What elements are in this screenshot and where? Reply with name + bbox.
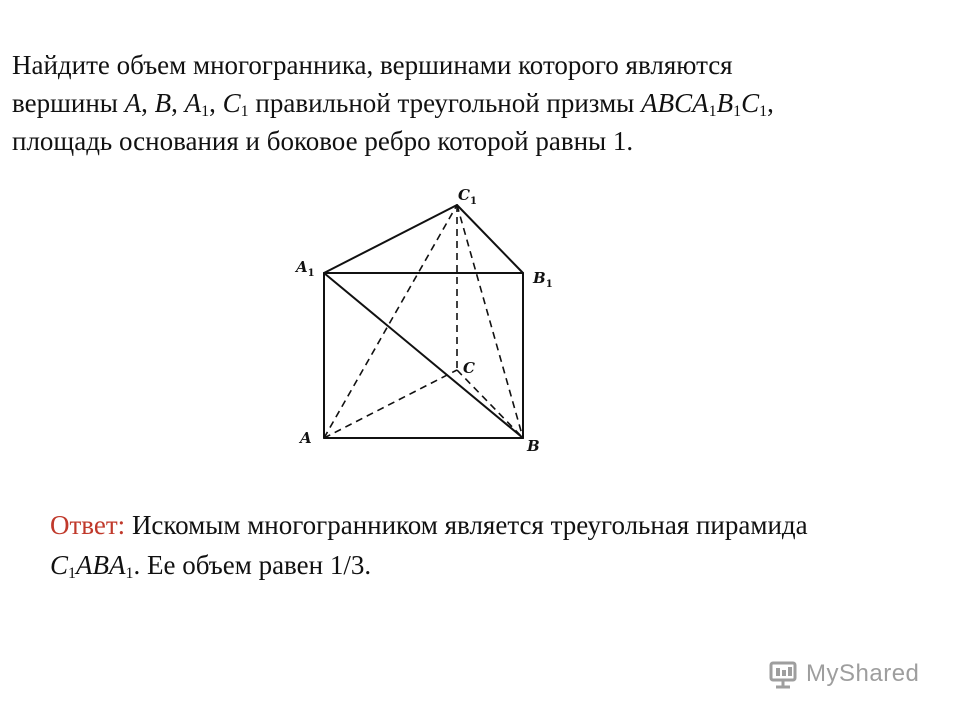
problem-line-1: Найдите объем многогранника, вершинами которого являются xyxy=(12,50,733,80)
subscript: 1 xyxy=(201,103,210,120)
subscript: 1 xyxy=(240,103,249,120)
label-c: C xyxy=(463,359,475,377)
label-b: B xyxy=(527,437,540,455)
label-a1: $A_1$ xyxy=(296,258,315,279)
label-c1: $C_1$ xyxy=(458,186,477,207)
label-b1: $B_1$ xyxy=(533,269,553,290)
answer-block xyxy=(50,505,950,585)
subscript: 1 xyxy=(125,565,134,582)
separator: , xyxy=(141,88,155,118)
watermark-text: MyShared xyxy=(806,660,920,687)
vertex-a1: A xyxy=(184,88,202,118)
vertex-b: B xyxy=(154,88,172,118)
myshared-watermark xyxy=(768,656,919,692)
pyramid-name-part: ABA xyxy=(76,550,126,580)
problem-text: вершины xyxy=(12,88,125,118)
answer-line-1 xyxy=(50,505,950,545)
prism-diagram xyxy=(280,180,580,460)
pyramid-name-part: C xyxy=(50,550,69,580)
subscript: 1 xyxy=(759,103,768,120)
answer-line-2 xyxy=(50,545,950,585)
prism-name-part: ABCA xyxy=(641,88,709,118)
problem-statement xyxy=(12,46,942,160)
answer-text: . Ее объем равен 1/3. xyxy=(133,550,372,580)
subscript: 1 xyxy=(708,103,717,120)
myshared-logo-icon xyxy=(768,659,800,689)
subscript: 1 xyxy=(68,565,77,582)
answer-text: Искомым многогранником является треугольная пирамида xyxy=(125,510,808,540)
separator: , xyxy=(767,88,774,118)
label-a: A xyxy=(300,429,312,447)
edge-a1-b xyxy=(324,273,523,438)
answer-label: Ответ: xyxy=(50,510,126,540)
vertex-a: A xyxy=(124,88,142,118)
problem-line-3: площадь основания и боковое ребро которой равны 1. xyxy=(12,126,634,156)
problem-text: правильной треугольной призмы xyxy=(248,88,642,118)
prism-name-part: B xyxy=(716,88,734,118)
separator: , xyxy=(171,88,185,118)
vertex-c1: C xyxy=(222,88,241,118)
prism-name-part: C xyxy=(741,88,760,118)
separator: , xyxy=(209,88,223,118)
subscript: 1 xyxy=(733,103,742,120)
problem-line-2 xyxy=(12,84,942,122)
edge-c1-b1 xyxy=(457,205,523,273)
